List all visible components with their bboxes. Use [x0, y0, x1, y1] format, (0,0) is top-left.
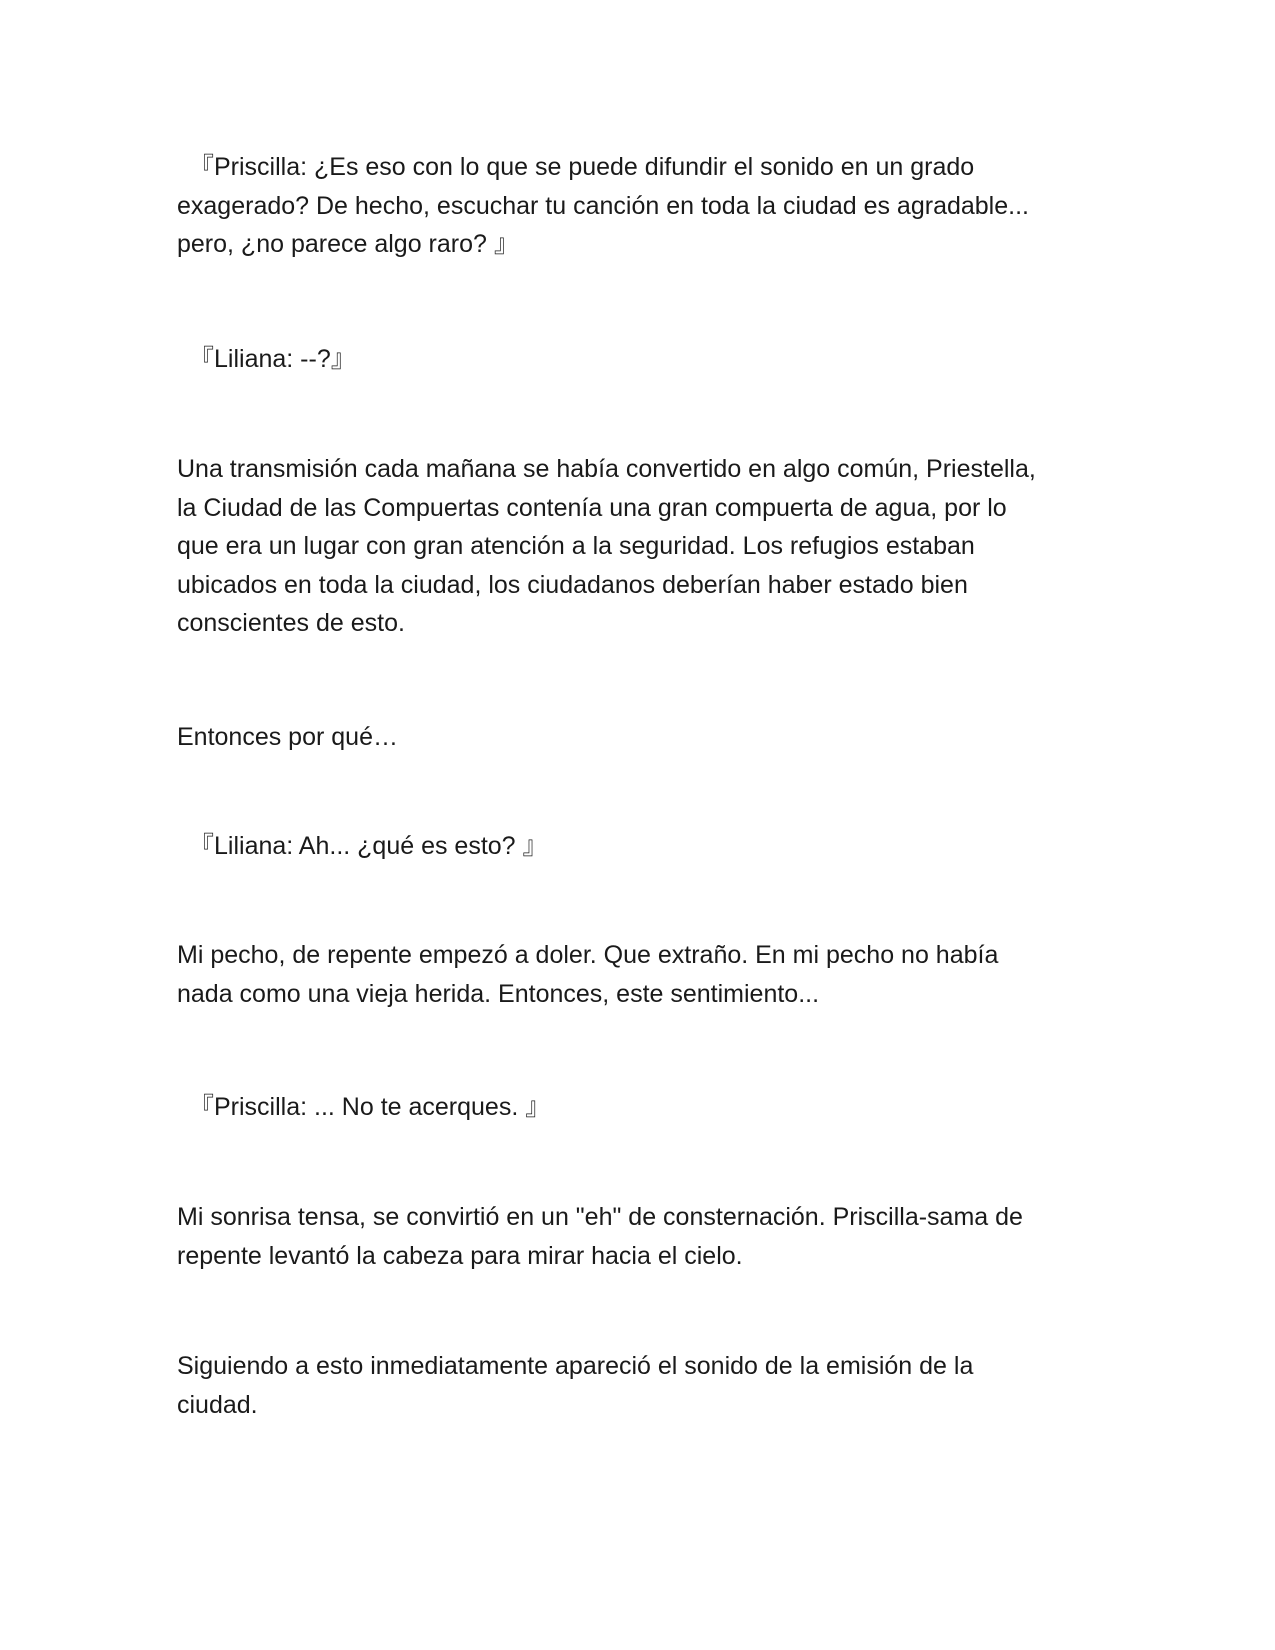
text-line: repente levantó la cabeza para mirar hacia el cielo.: [177, 1241, 743, 1270]
text-line: la Ciudad de las Compuertas contenía una gran compuerta de agua, por lo: [177, 493, 1007, 522]
text-line: 『Priscilla: ¿Es eso con lo que se puede difundir el sonido en un grado: [189, 153, 975, 181]
text-line: 『Liliana: Ah... ¿qué es esto? 』: [189, 832, 548, 860]
paragraph-narration-3: [177, 936, 1107, 1013]
text-line: Mi pecho, de repente empezó a doler. Que extraño. En mi pecho no había: [177, 941, 999, 969]
paragraph-liliana-dialogue-1: [177, 340, 1107, 379]
text-line: Siguiendo a esto inmediatamente apareció el sonido de la emisión de la: [177, 1352, 974, 1380]
text-line: exagerado? De hecho, escuchar tu canción en toda la ciudad es agradable...: [177, 191, 1029, 220]
text-line: que era un lugar con gran atención a la seguridad. Los refugios estaban: [177, 532, 975, 560]
text-line: Una transmisión cada mañana se había convertido en algo común, Priestella,: [177, 455, 1036, 483]
text-line: 『Liliana: --?』: [189, 345, 356, 373]
text-line: 『Priscilla: ... No te acerques. 』: [189, 1093, 551, 1121]
text-line: pero, ¿no parece algo raro? 』: [177, 230, 519, 258]
text-line: ubicados en toda la ciudad, los ciudadanos deberían haber estado bien: [177, 570, 968, 599]
text-line: Entonces por qué…: [177, 723, 398, 751]
text-line: conscientes de esto.: [177, 609, 405, 637]
paragraph-narration-1: [177, 450, 1107, 643]
paragraph-priscilla-dialogue-1: [177, 148, 1107, 264]
paragraph-liliana-dialogue-2: [177, 827, 1107, 866]
paragraph-narration-5: [177, 1347, 1107, 1424]
text-line: ciudad.: [177, 1390, 258, 1419]
paragraph-narration-2: [177, 718, 1107, 757]
text-line: nada como una vieja herida. Entonces, este sentimiento...: [177, 979, 820, 1008]
paragraph-priscilla-dialogue-2: [177, 1088, 1107, 1127]
text-line: Mi sonrisa tensa, se convirtió en un "eh" de consternación. Priscilla-sama de: [177, 1203, 1023, 1231]
paragraph-narration-4: [177, 1198, 1107, 1275]
